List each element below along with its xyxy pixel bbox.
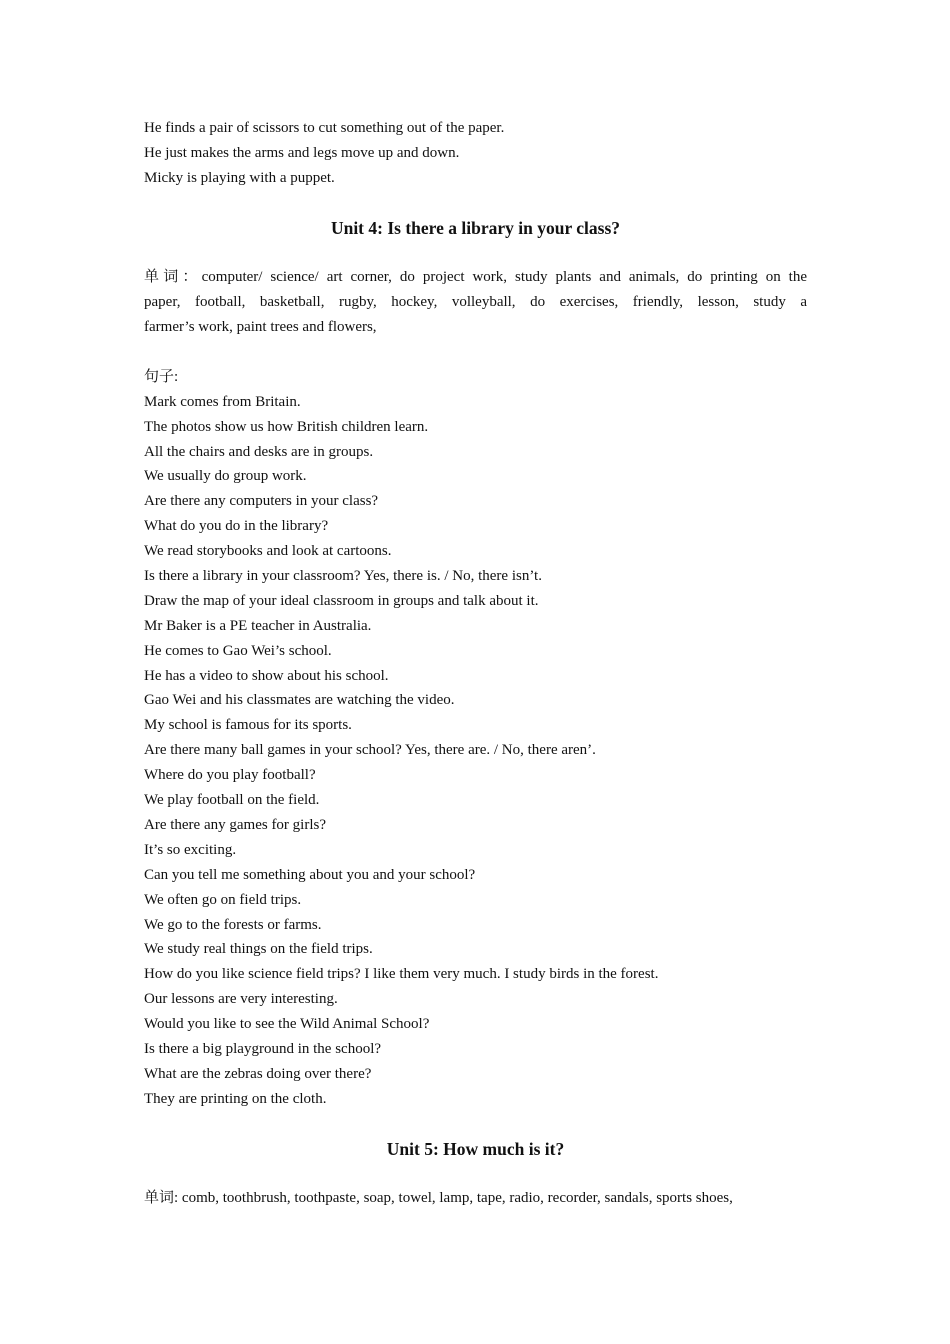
sentence-line: Mr Baker is a PE teacher in Australia. [144, 617, 372, 634]
unit5-title: Unit 5: How much is it? [386, 1138, 565, 1159]
sentence-line: What do you do in the library? [144, 518, 329, 535]
intro-line: Micky is playing with a puppet. [144, 169, 335, 186]
sentence-line: He comes to Gao Wei’s school. [144, 642, 332, 659]
vocab-line: paper, football, basketball, rugby, hockey, volleyball, do exercises, friendly, lesson, study a [144, 294, 807, 311]
sentence-line: They are printing on the cloth. [144, 1090, 327, 1107]
intro-section [144, 116, 807, 191]
sentence-line: My school is famous for its sports. [144, 717, 352, 734]
sentence-line: What are the zebras doing over there? [144, 1065, 372, 1082]
intro-line: He just makes the arms and legs move up and down. [144, 144, 460, 161]
unit4-section [144, 216, 807, 1112]
sentence-line: We usually do group work. [144, 468, 307, 485]
sentence-line: The photos show us how British children learn. [144, 418, 429, 435]
sentence-line: We often go on field trips. [144, 891, 302, 908]
vocab-line: farmer’s work, paint trees and flowers, [144, 319, 377, 336]
sentence-line: Are there many ball games in your school? Yes, there are. / No, there aren’. [144, 742, 596, 759]
vocab-line: 单词: comb, toothbrush, toothpaste, soap, towel, lamp, tape, radio, recorder, sandals, sports shoes, [144, 1190, 733, 1207]
sentence-line: We play football on the field. [144, 792, 320, 809]
sentence-line: We read storybooks and look at cartoons. [144, 543, 392, 560]
sentence-line: Is there a library in your classroom? Yes, there is. / No, there isn’t. [144, 568, 542, 585]
sentence-line: Where do you play football? [144, 767, 316, 784]
sentence-line: All the chairs and desks are in groups. [144, 443, 374, 460]
sentence-line: Mark comes from Britain. [144, 393, 301, 410]
unit4-sentences [144, 390, 807, 1112]
sentence-line: Draw the map of your ideal classroom in groups and talk about it. [144, 592, 539, 609]
sentence-line: How do you like science field trips? I like them very much. I study birds in the forest. [144, 966, 659, 983]
sentence-line: Gao Wei and his classmates are watching the video. [144, 692, 455, 709]
sentence-line: We study real things on the field trips. [144, 941, 373, 958]
sentence-line: Are there any computers in your class? [144, 493, 379, 510]
document-page [144, 116, 807, 1211]
sentence-line: Can you tell me something about you and your school? [144, 866, 476, 883]
sentence-line: Is there a big playground in the school? [144, 1040, 382, 1057]
unit4-title: Unit 4: Is there a library in your class? [330, 217, 621, 238]
sentence-line: Are there any games for girls? [144, 816, 327, 833]
unit5-section [144, 1137, 807, 1212]
sentence-line: We go to the forests or farms. [144, 916, 322, 933]
sentence-line: He has a video to show about his school. [144, 667, 389, 684]
sentence-line: Would you like to see the Wild Animal School? [144, 1016, 430, 1033]
vocab-line: 单词：computer/ science/ art corner, do project work, study plants and animals, do printing on the [144, 269, 807, 286]
sentence-line: Our lessons are very interesting. [144, 991, 338, 1008]
intro-line: He finds a pair of scissors to cut something out of the paper. [144, 120, 505, 136]
sentences-label: 句子: [144, 368, 179, 385]
unit4-vocab [144, 265, 807, 340]
sentence-line: It’s so exciting. [144, 841, 237, 858]
